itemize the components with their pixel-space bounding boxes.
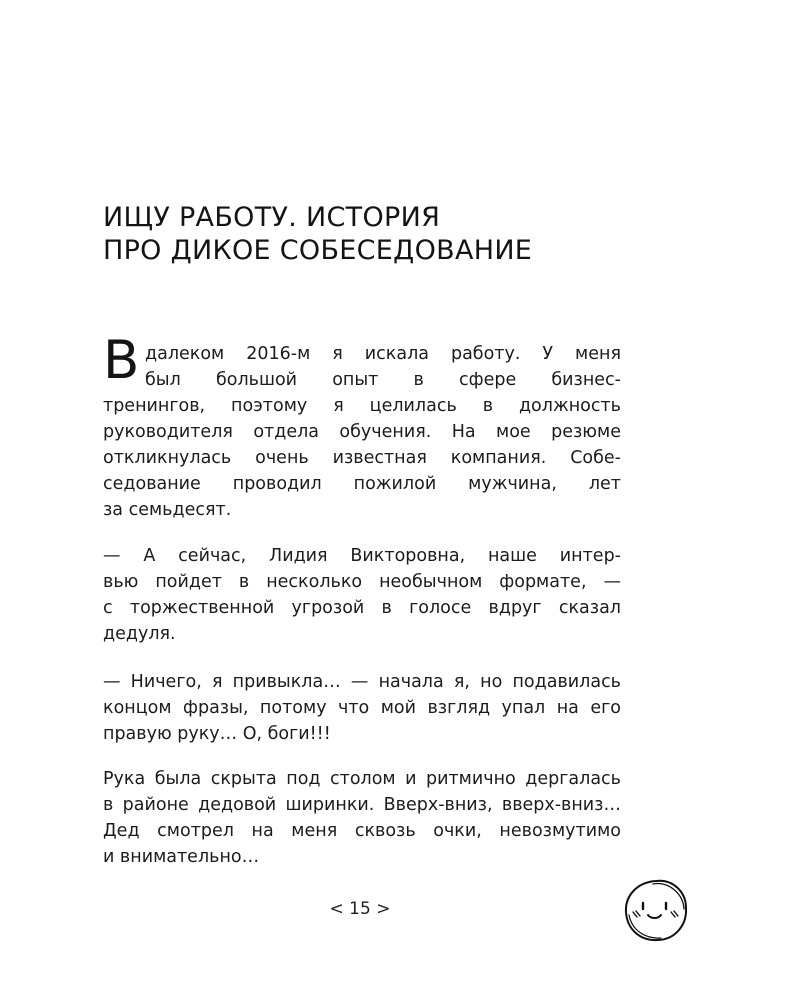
text-line: откликнулась очень известная компания. Собе-	[103, 448, 621, 468]
smiley-face-icon	[620, 875, 692, 947]
page-number: < 15 >	[329, 899, 391, 919]
paragraph-2	[103, 543, 621, 647]
text-line: далеком 2016-м я искала работу. У меня	[145, 344, 621, 364]
paragraph-4	[103, 766, 621, 870]
text-line: правую руку… О, боги!!!	[103, 724, 331, 744]
text-line: дедуля.	[103, 624, 176, 644]
text-line: вью пойдет в несколько необычном формате, —	[103, 572, 621, 592]
text-line: Рука была скрыта под столом и ритмично дергалась	[103, 769, 621, 789]
chapter-title-line: ИЩУ РАБОТУ. ИСТОРИЯ	[103, 202, 441, 233]
text-line: тренингов, поэтому я целилась в должность	[103, 396, 621, 416]
text-line: — Ничего, я привыкла… — начала я, но подавилась	[103, 672, 621, 692]
drop-cap-letter: В	[103, 330, 140, 391]
text-line: седование проводил пожилой мужчина, лет	[103, 474, 621, 494]
paragraph-3	[103, 669, 621, 747]
chapter-title-line: ПРО ДИКОЕ СОБЕСЕДОВАНИЕ	[103, 235, 533, 266]
text-line: в районе дедовой ширинки. Вверх-вниз, вверх-вниз…	[103, 795, 621, 815]
paragraph-1	[103, 341, 621, 523]
text-line: был большой опыт в сфере бизнес-	[145, 370, 621, 390]
text-line: — А сейчас, Лидия Викторовна, наше интер-	[103, 546, 621, 566]
text-line: концом фразы, потому что мой взгляд упал на его	[103, 698, 621, 718]
text-line: Дед смотрел на меня сквозь очки, невозмутимо	[103, 821, 621, 841]
chapter-title	[103, 201, 663, 267]
text-line: за семьдесят.	[103, 500, 232, 520]
text-line: с торжественной угрозой в голосе вдруг сказал	[103, 598, 621, 618]
text-line: и внимательно…	[103, 847, 260, 867]
text-line: руководителя отдела обучения. На мое резюме	[103, 422, 621, 442]
